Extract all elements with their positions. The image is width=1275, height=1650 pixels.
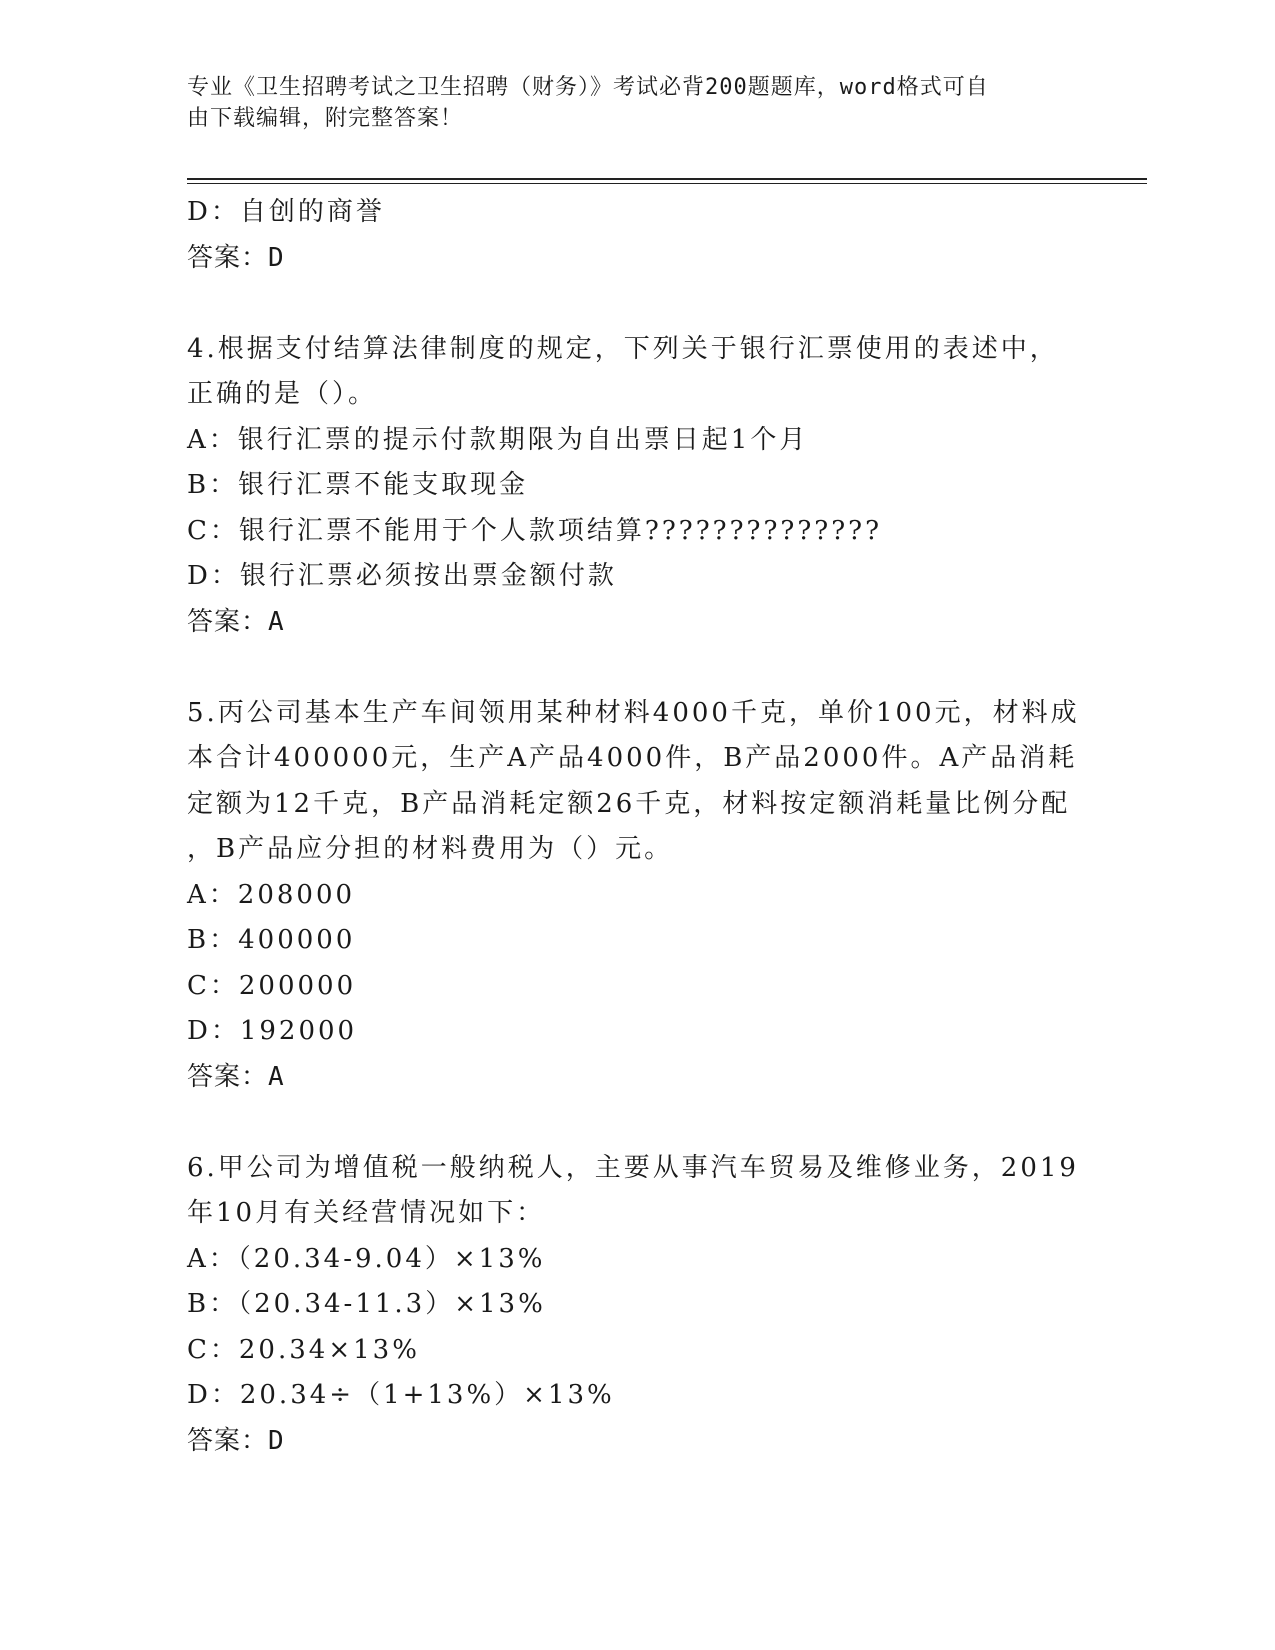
q5-option-c: C：200000: [187, 970, 357, 1001]
q4-stem-line-1: 4.根据支付结算法律制度的规定，下列关于银行汇票使用的表述中，: [187, 333, 1059, 364]
spacer: [187, 1100, 1087, 1146]
q6-option-d: D：20.34÷（1+13%）×13%: [187, 1380, 615, 1410]
spacer: [187, 645, 1087, 691]
header-line-2: 由下载编辑，附完整答案！: [187, 106, 464, 131]
q4-option-b: B：银行汇票不能支取现金: [187, 470, 529, 500]
q5-answer: 答案：A: [187, 1061, 285, 1092]
q5-stem-line-1: 5.丙公司基本生产车间领用某种材料4000千克，单价100元，材料成: [187, 697, 1080, 728]
q5-stem-line-4: ，B产品应分担的材料费用为（）元。: [187, 834, 674, 864]
q5-option-b: B：400000: [187, 925, 356, 955]
q6-stem-line-1: 6.甲公司为增值税一般纳税人，主要从事汽车贸易及维修业务，2019: [187, 1152, 1079, 1183]
q5-option-a: A：208000: [187, 879, 356, 910]
q3-answer: 答案：D: [187, 242, 285, 273]
page-header: [187, 72, 1067, 134]
q5-stem-line-3: 定额为12千克，B产品消耗定额26千克，材料按定额消耗量比例分配: [187, 788, 1071, 819]
q5-stem-line-2: 本合计400000元，生产A产品4000件，B产品2000件。A产品消耗: [187, 743, 1078, 773]
question-3-tail: [187, 190, 1087, 281]
q5-option-d: D：192000: [187, 1016, 358, 1046]
q6-option-b: B：（20.34-11.3）×13%: [187, 1289, 546, 1319]
q6-option-c: C：20.34×13%: [187, 1334, 420, 1365]
header-rule-thick: [187, 178, 1147, 180]
q6-stem-line-2: 年10月有关经营情况如下：: [187, 1198, 546, 1228]
header-line-1: 专业《卫生招聘考试之卫生招聘（财务）》考试必背200题题库，word格式可自: [187, 75, 989, 100]
spacer: [187, 281, 1087, 327]
question-6: [187, 1146, 1087, 1465]
q4-answer: 答案：A: [187, 606, 285, 637]
q6-answer: 答案：D: [187, 1425, 285, 1456]
header-rule-thin: [187, 183, 1147, 184]
q4-stem-line-2: 正确的是（）。: [187, 379, 378, 409]
q6-option-a: A：（20.34-9.04）×13%: [187, 1243, 546, 1274]
q4-option-a: A：银行汇票的提示付款期限为自出票日起1个月: [187, 424, 809, 455]
question-4: [187, 327, 1087, 646]
q3-option-d: D：自创的商誉: [187, 197, 385, 227]
question-5: [187, 691, 1087, 1101]
question-list: [187, 190, 1087, 1464]
q4-option-d: D：银行汇票必须按出票金额付款: [187, 561, 617, 591]
q4-option-c: C：银行汇票不能用于个人款项结算??????????????: [187, 515, 883, 546]
